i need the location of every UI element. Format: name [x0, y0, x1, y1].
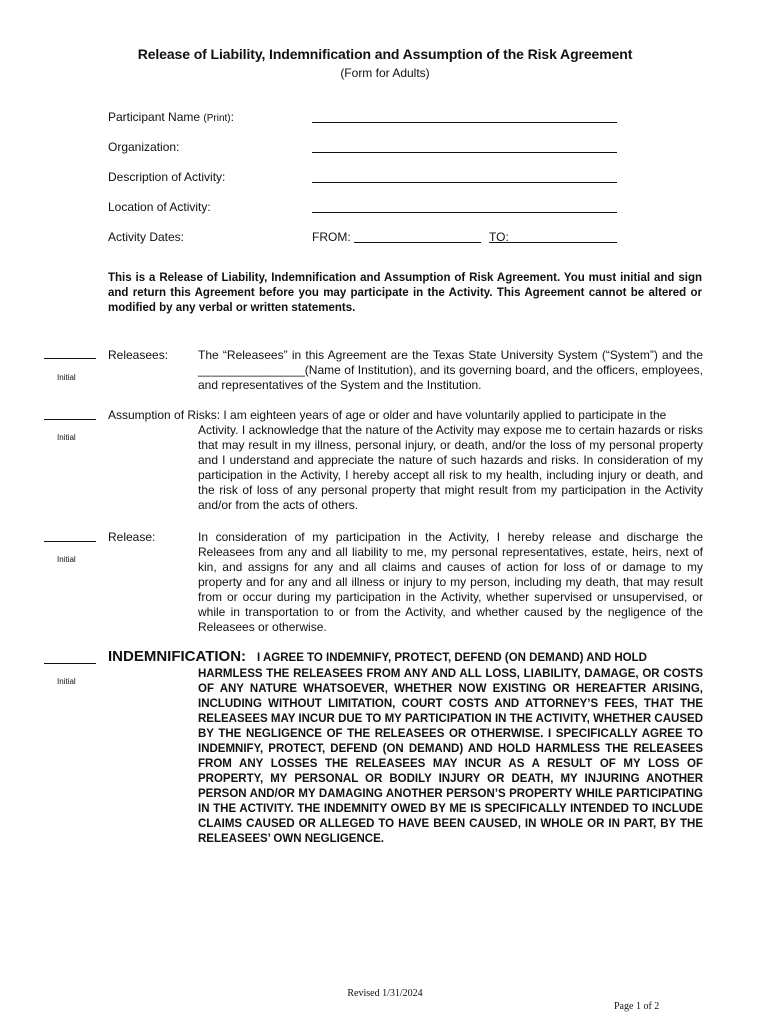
from-date-field[interactable]: [354, 242, 481, 243]
participant-name-text: Participant Name: [108, 110, 201, 124]
releasees-text: The “Releasees” in this Agreement are the Texas State University System (“System”) and the ________________(Name of Institution), and its governing board, and the officers, employees, and representatives of the System and the Institution.: [198, 348, 703, 392]
location-field[interactable]: [312, 212, 617, 213]
to-label: TO:: [489, 230, 509, 244]
revised-date: Revised 1/31/2024: [347, 988, 423, 999]
indemnification-initial-field[interactable]: [44, 663, 96, 664]
releasees-initial-field[interactable]: [44, 358, 96, 359]
releasees-label: Releasees:: [108, 348, 169, 362]
from-label: FROM:: [312, 230, 351, 244]
assumption-label: Assumption of Risks:: [108, 408, 221, 422]
assumption-first-line: I am eighteen years of age or older and have voluntarily applied to participate in the: [223, 408, 667, 422]
page-number: Page 1 of 2: [614, 1001, 660, 1012]
dates-label: Activity Dates:: [108, 230, 185, 244]
to-date-field[interactable]: [489, 242, 617, 243]
intro-paragraph: This is a Release of Liability, Indemnification and Assumption of Risk Agreement. You must initial and sign and return this Agreement before you may participate in the Activity. This Agreement cannot be altered or modified by any verbal or written statements.: [108, 272, 702, 314]
participant-name-colon: :: [230, 110, 234, 124]
organization-label: Organization:: [108, 140, 180, 154]
assumption-initial-label: Initial: [57, 433, 76, 442]
description-label: Description of Activity:: [108, 170, 226, 184]
indemnification-text: HARMLESS THE RELEASEES FROM ANY AND ALL LOSS, LIABILITY, DAMAGE, OR COSTS OF ANY NATURE WHATSOEVER, WHETHER NOW EXISTING OR HEREAFTER ARISING, INCLUDING WITHOUT LIMITATION, COURT COSTS AND ATTORNEY’S FEES, THAT THE RELEASEES MAY INCUR DUE TO MY PARTICIPATION IN THE ACTIVITY, WHETHER CAUSED BY THE NEGLIGENCE OF THE RELEASEES OR OTHERWISE. I SPECIFICALLY AGREE TO INDEMNIFY, PROTECT, DEFEND (ON DEMAND) AND HOLD HARMLESS THE RELEASEES FROM ANY LOSSES THE RELEASEES MAY INCUR AS A RESULT OF MY LOSS OF PROPERTY, MY PERSONAL OR BODILY INJURY OR DEATH, MY INJURING ANOTHER PERSON AND/OR MY DAMAGING ANOTHER PERSON’S PROPERTY WHILE PARTICIPATING IN THE ACTIVITY. THE INDEMNITY OWED BY ME IS SPECIFICALLY INTENDED TO INCLUDE CLAIMS CAUSED OR ALLEGED TO HAVE BEEN CAUSED, IN WHOLE OR IN PART, BY THE RELEASEES’ OWN NEGLIGENCE.: [198, 668, 703, 845]
release-label: Release:: [108, 530, 156, 544]
participant-name-field[interactable]: [312, 122, 617, 123]
indemnification-initial-label: Initial: [57, 677, 76, 686]
participant-name-note: (Print): [203, 113, 231, 124]
assumption-initial-field[interactable]: [44, 419, 96, 420]
indemnification-label: INDEMNIFICATION:: [108, 648, 247, 665]
assumption-paragraph: [108, 408, 703, 513]
release-initial-label: Initial: [57, 555, 76, 564]
releasees-initial-label: Initial: [57, 373, 76, 382]
assumption-text: Activity. I acknowledge that the nature of the Activity may expose me to certain hazards or risks that may result in my illness, personal injury, or death, and/or the loss of my personal property and I understand and appreciate the nature of such hazards and risks. In consideration of my participation in the Activity, I hereby accept all risk to my health, including injury or death, and the risk of loss of any personal property that might result from my participation in the Activity and/or from the acts of others.: [198, 423, 703, 512]
indemnification-first-line: I AGREE TO INDEMNIFY, PROTECT, DEFEND (ON DEMAND) AND HOLD: [257, 652, 647, 664]
release-initial-field[interactable]: [44, 541, 96, 542]
organization-field[interactable]: [312, 152, 617, 153]
description-field[interactable]: [312, 182, 617, 183]
participant-name-label: [108, 110, 234, 124]
release-text: In consideration of my participation in the Activity, I hereby release and discharge the Releasees from any and all liability to me, my personal representatives, estate, heirs, next of kin, and assigns for any and all claims and causes of action for loss of or damage to my property and for any and all illness or injury to my person, including my death, that may result from or occur during my participation in the Activity, whether supervised or unsupervised, or while in transportation to or from the Activity, and whether caused by the negligence of the Releasees or otherwise.: [198, 530, 703, 634]
document-title: Release of Liability, Indemnification and Assumption of the Risk Agreement: [137, 46, 633, 62]
document-subtitle: (Form for Adults): [340, 66, 430, 80]
location-label: Location of Activity:: [108, 200, 211, 214]
